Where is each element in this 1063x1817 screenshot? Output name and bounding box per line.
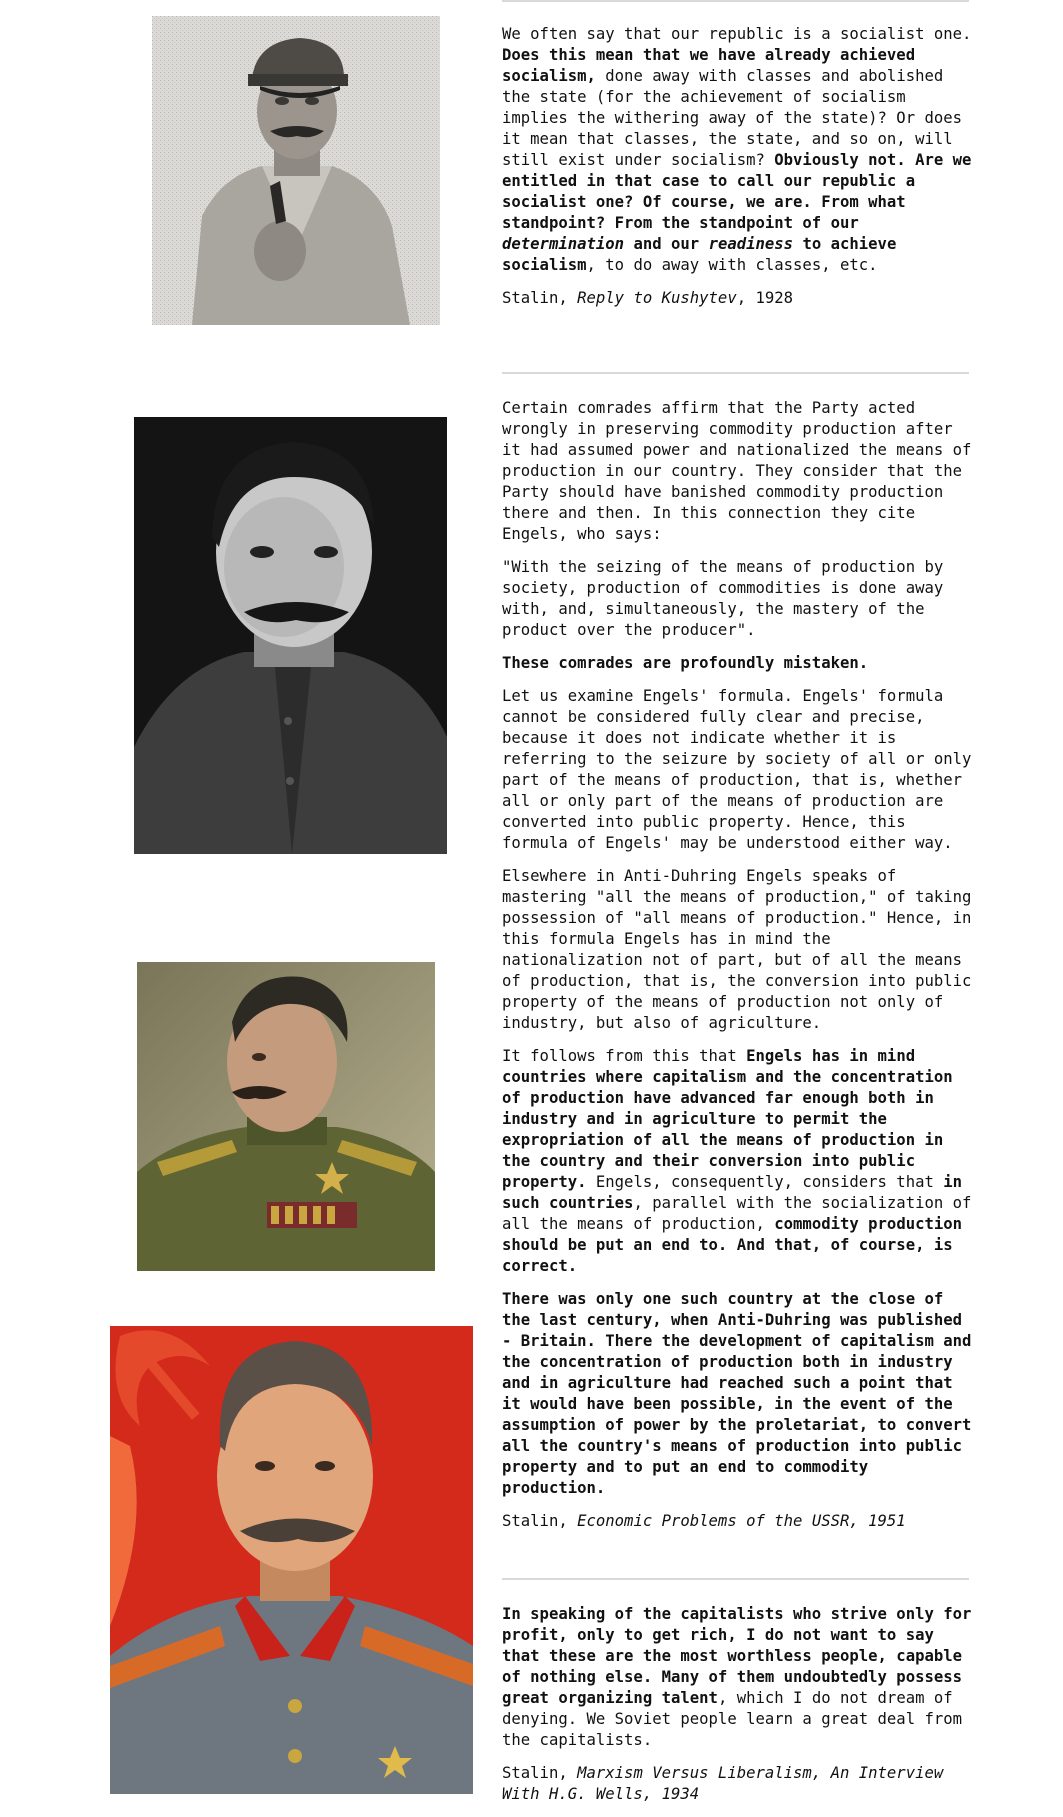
quote-section-3 [502,1604,972,1817]
quote-paragraph [502,1604,972,1751]
photo-stalin-pipe [152,16,440,325]
text-run: readiness [708,235,794,253]
top-divider [502,0,969,2]
text-run: Does this mean that we have already achieved socialism, [502,46,916,85]
text-run: , parallel with the socialization of all the means of production, [502,1194,972,1233]
text-run: Certain comrades affirm that the Party acted wrongly in preserving commodity production after it had assumed power and nationalized the means of production in our country. They consider that the Party should have banished commodity production there and then. In this connection they cite Engels, who says: [502,399,972,543]
text-run: We often say that our republic is a socialist one. [502,25,972,43]
quote-engels [502,557,972,641]
text-run: commodity production should be put an end to. And that, of course, is correct. [502,1215,963,1275]
text-run: Reply to Kushytev [577,289,737,307]
text-run: Obviously not. Are we entitled in that case to call our republic a socialist one? Of course, we are. From what standpoint? From the standpoint of our [502,151,972,232]
text-run: to achieve socialism [502,235,897,274]
quote-citation [502,288,972,309]
photo-stalin-uniform [137,962,435,1271]
section-divider-1 [502,372,969,374]
text-run: Economic Problems of the USSR, 1951 [577,1512,906,1530]
quote-paragraph [502,686,972,854]
poster-stalin-hammer-sickle [110,1326,473,1794]
text-run: Marxism Versus Liberalism, An Interview With H.G. Wells, 1934 [502,1764,944,1803]
quote-paragraph [502,866,972,1034]
photo-stalin-portrait [134,417,447,854]
text-run: These comrades are profoundly mistaken. [502,654,869,672]
section-divider-2 [502,1578,969,1580]
text-run: determination [502,235,625,253]
quote-citation [502,1763,972,1805]
text-run: in such countries [502,1173,963,1212]
text-run: , which I do not dream of denying. We Soviet people learn a great deal from the capitalists. [502,1689,963,1749]
text-run: Stalin, [502,1512,578,1530]
text-run: , 1928 [736,289,794,307]
text-run: Engels, consequently, considers that [586,1173,944,1191]
quote-paragraph [502,653,972,674]
quote-citation [502,1511,972,1532]
text-run: Stalin, [502,1764,578,1782]
text-run: and our [624,235,709,253]
text-run: "With the seizing of the means of production by society, production of commodities is done away with, and, simultaneously, the mastery of the product over the producer". [502,558,944,639]
text-run: done away with classes and abolished the state (for the achievement of socialism implies the withering away of the state)? Or does it mean that classes, the state, and so on, will still exist under socialism? [502,67,963,169]
text-run: It follows from this that [502,1047,747,1065]
text-run: In speaking of the capitalists who strive only for profit, only to get rich, I do not want to say that these are the most worthless people, capable of nothing else. Many of them undoubtedly possess great organizing talent [502,1605,972,1707]
text-run: Engels has in mind countries where capitalism and the concentration of production have advanced far enough both in industry and in agriculture to permit the expropriation of all the means of production in the country and their conversion into public property. [502,1047,953,1191]
quote-paragraph [502,24,972,276]
quote-paragraph [502,398,972,545]
quote-paragraph [502,1046,972,1277]
quote-section-1 [502,24,972,321]
text-run: There was only one such country at the close of the last century, when Anti-Duhring was published - Britain. There the development of capitalism and the concentration of production both in industry and in agriculture had reached such a point that it would have been possible, in the event of the assumption of power by the proletariat, to convert all the country's means of production into public property and to put an end to commodity production. [502,1290,972,1497]
quote-section-2 [502,398,972,1544]
text-run: Stalin, [502,289,578,307]
quote-paragraph [502,1289,972,1499]
text-run: Elsewhere in Anti-Duhring Engels speaks of mastering "all the means of production," of taking possession of "all means of production." Hence, in this formula Engels has in mind the nationalization not of part, but of all the means of production, that is, the conversion into public property of the means of production not only of industry, but also of agriculture. [502,867,972,1032]
text-run: , to do away with classes, etc. [586,256,878,274]
text-run: Let us examine Engels' formula. Engels' formula cannot be considered fully clear and precise, because it does not indicate whether it is referring to the seizure by society of all or only part of the means of production, that is, whether all or only part of the means of production are converted into public property. Hence, this formula of Engels' may be understood either way. [502,687,972,852]
